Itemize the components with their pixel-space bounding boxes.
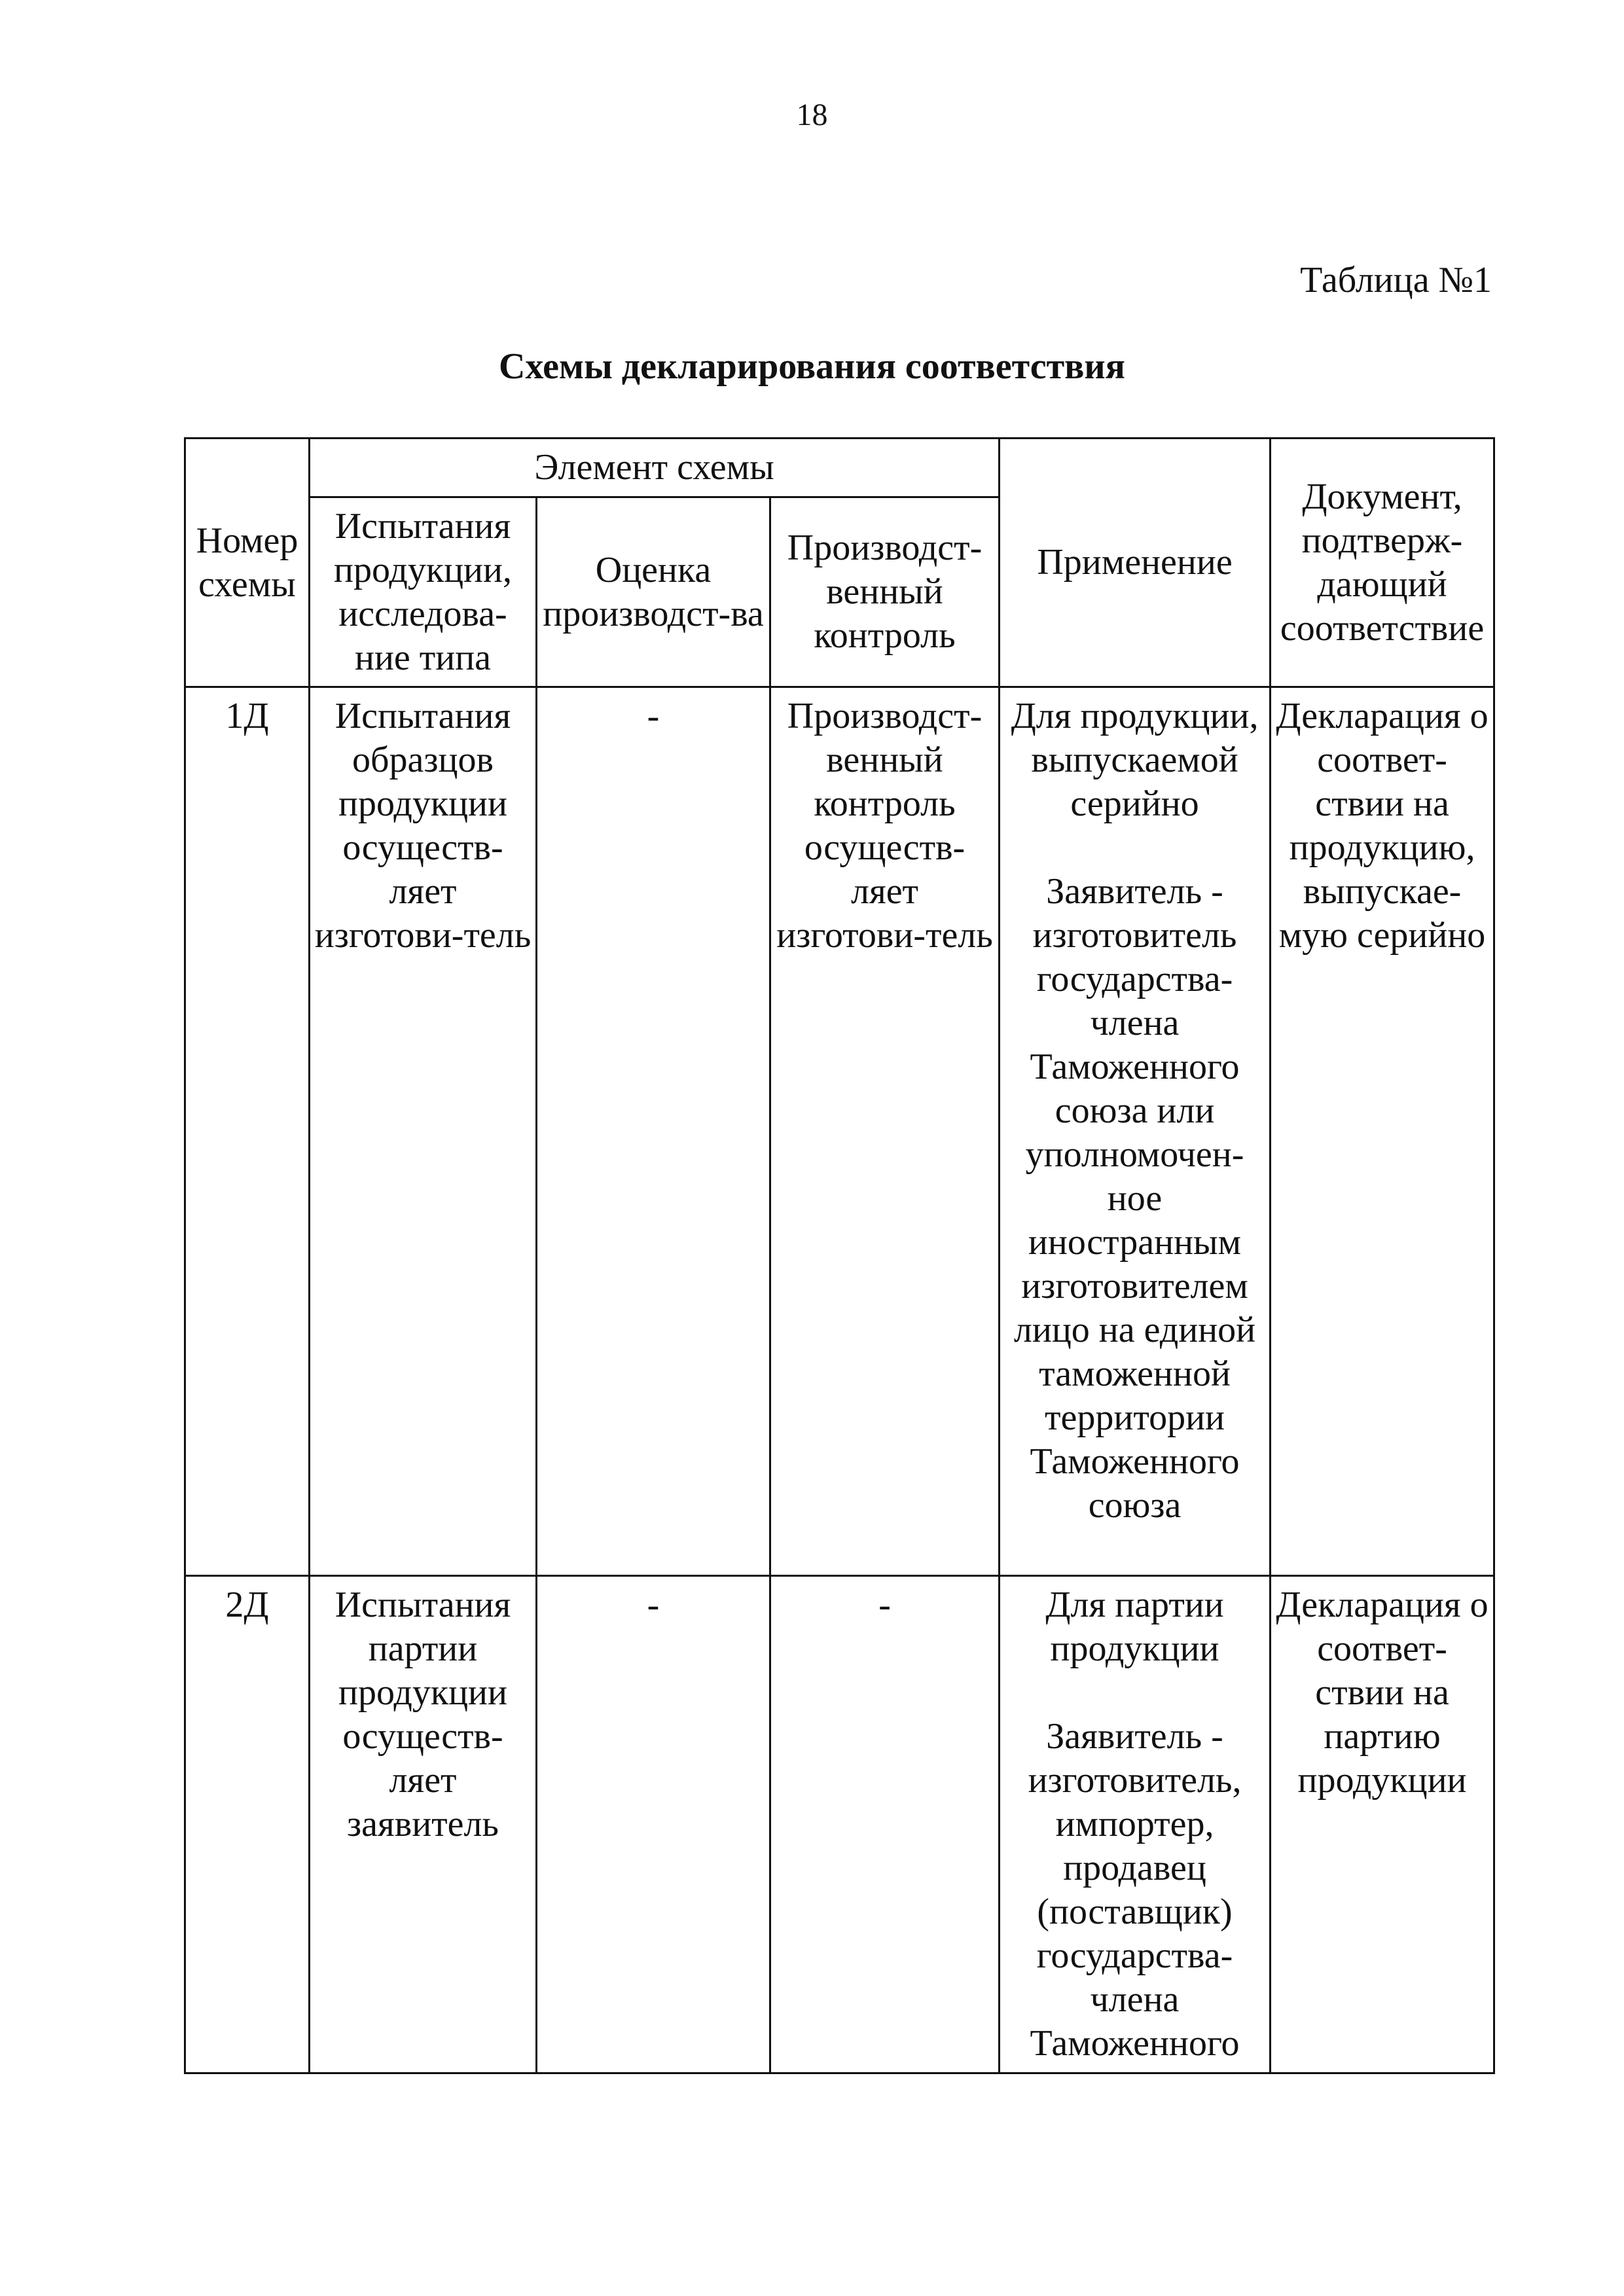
table-caption: Таблица №1	[1300, 260, 1492, 300]
cell-document: Декларация о соответ-ствии на продукцию, выпускае-мую серийно	[1271, 687, 1494, 1576]
cell-scheme-number: 2Д	[185, 1576, 310, 2073]
declaration-schemes-table	[184, 437, 1495, 2074]
table-header-row	[185, 439, 1494, 497]
header-production-assessment: Оценка производст-ва	[537, 497, 770, 687]
application-scope: Для партии продукции	[1045, 1585, 1224, 1669]
header-element-group: Элемент схемы	[310, 439, 1000, 497]
cell-document: Декларация о соответ-ствии на партию продукции	[1271, 1576, 1494, 2073]
header-document: Документ, подтверж-дающий соответствие	[1271, 439, 1494, 687]
cell-testing: Испытания партии продукции осуществ-ляет заявитель	[310, 1576, 537, 2073]
application-applicant: Заявитель - изготовитель государства-члена Таможенного союза или уполномочен-ное иностранным изготовителем лицо на единой таможенной территории Таможенного союза	[1013, 871, 1256, 1526]
application-applicant: Заявитель - изготовитель, импортер, продавец (поставщик) государства-члена Таможенного	[1028, 1716, 1242, 2064]
cell-production-assessment: -	[537, 1576, 770, 2073]
cell-scheme-number: 1Д	[185, 687, 310, 1576]
header-production-control: Производст-венный контроль	[770, 497, 1000, 687]
page-number: 18	[796, 98, 828, 132]
cell-production-control: -	[770, 1576, 1000, 2073]
table-title: Схемы декларирования соответствия	[499, 346, 1125, 387]
cell-production-control: Производст-венный контроль осуществ-ляет изготови-тель	[770, 687, 1000, 1576]
header-scheme-number: Номер схемы	[185, 439, 310, 687]
header-testing: Испытания продукции, исследова-ние типа	[310, 497, 537, 687]
application-scope: Для продукции, выпускаемой серийно	[1011, 696, 1259, 824]
cell-application	[1000, 1576, 1271, 2073]
table-row	[185, 1576, 1494, 2073]
cell-application	[1000, 687, 1271, 1576]
table-row	[185, 687, 1494, 1576]
cell-testing: Испытания образцов продукции осуществ-ляет изготови-тель	[310, 687, 537, 1576]
cell-production-assessment: -	[537, 687, 770, 1576]
header-application: Применение	[1000, 439, 1271, 687]
